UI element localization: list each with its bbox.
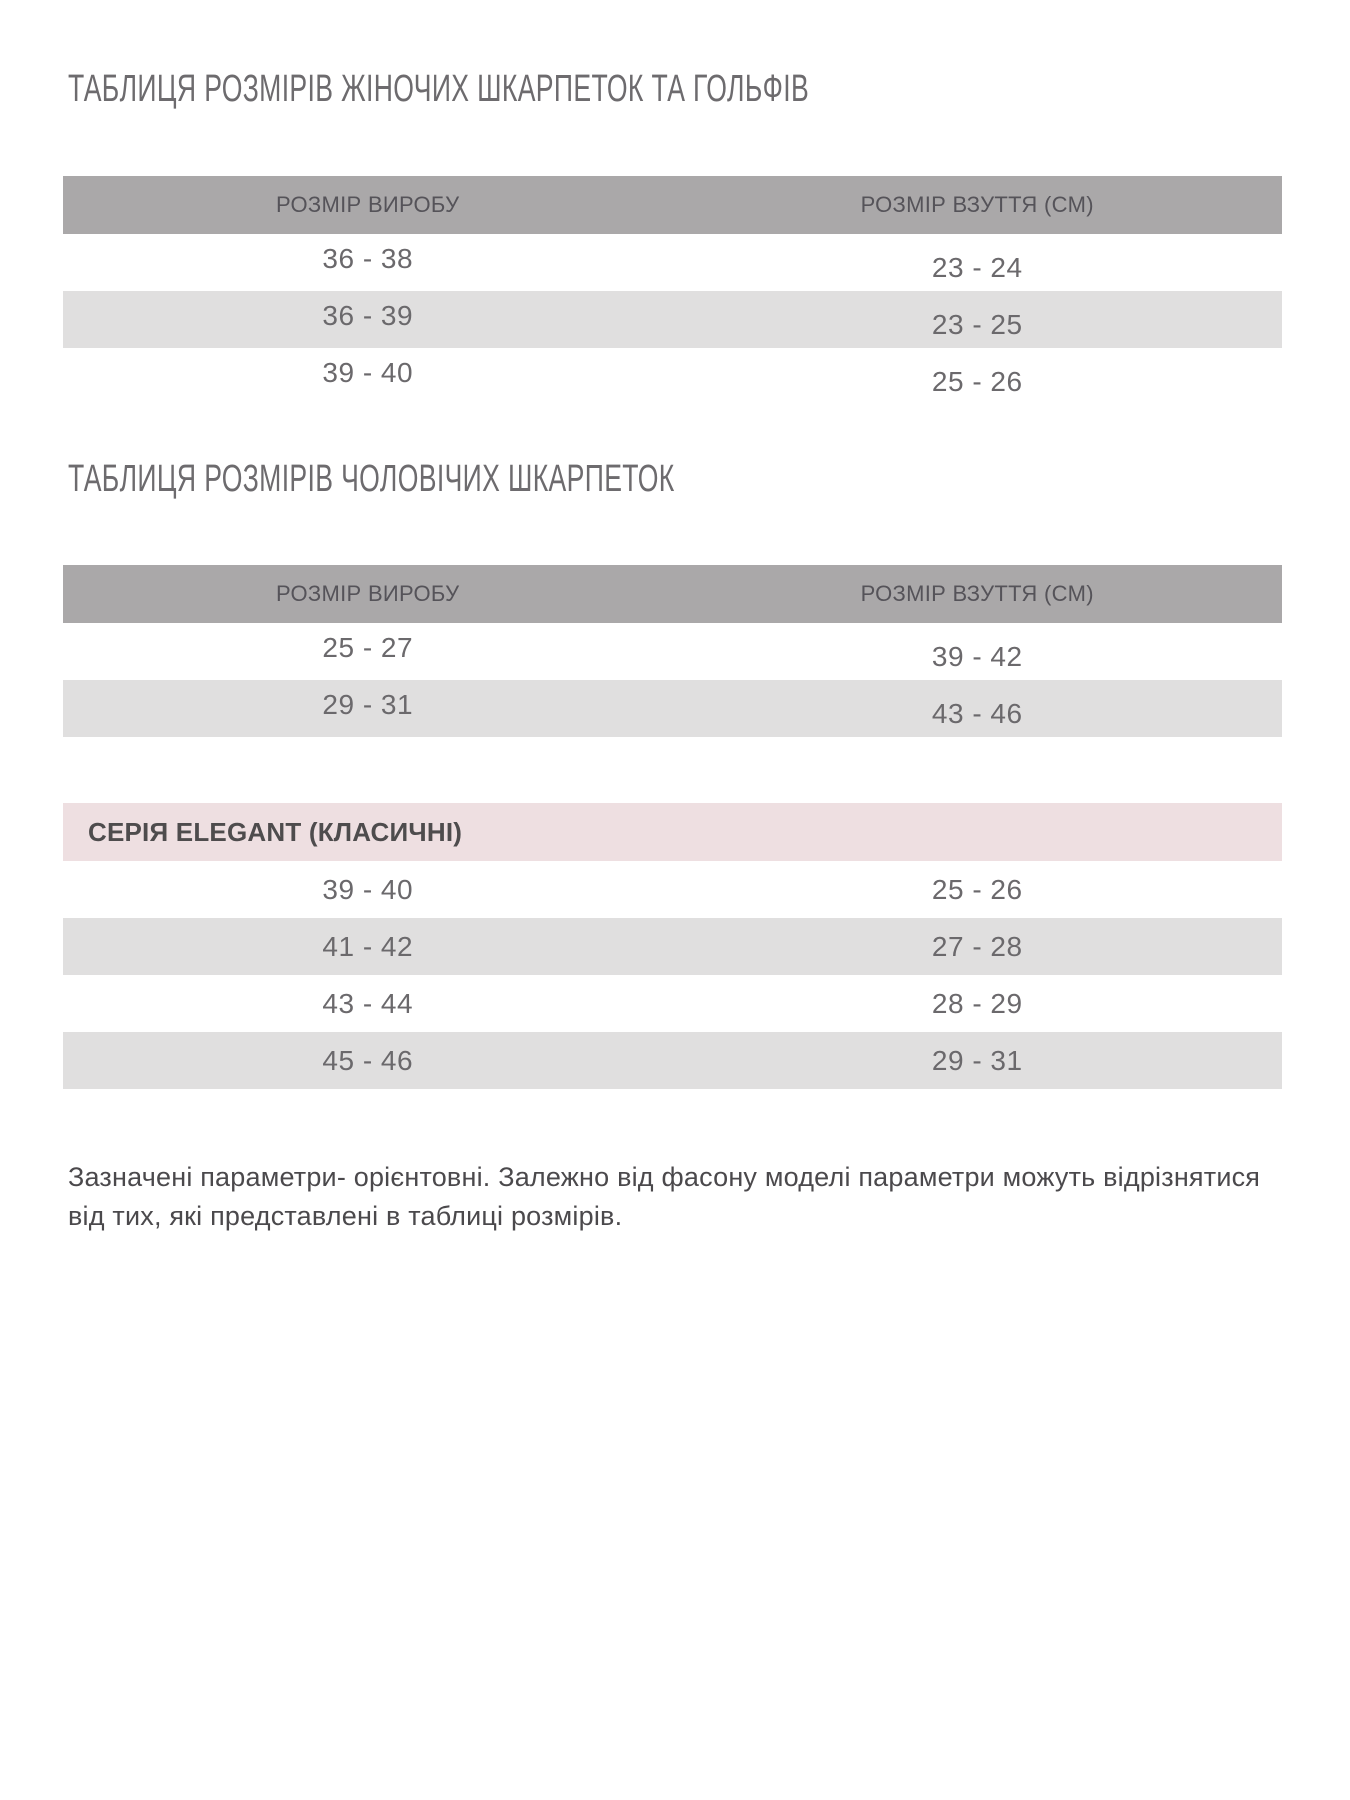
product-size-value: 39 - 40	[322, 873, 414, 905]
size-note-line-2: від тих, які представлені в таблиці розмірів.	[68, 1201, 623, 1231]
product-size-value: 39 - 40	[322, 356, 414, 388]
shoe-size-value: 43 - 46	[931, 697, 1023, 729]
table-row	[63, 623, 1282, 680]
men-size-table	[63, 565, 1282, 737]
shoe-size-value: 23 - 24	[931, 251, 1023, 283]
women-size-table	[63, 176, 1282, 405]
product-size-value: 25 - 27	[322, 631, 414, 663]
women-table-header-row	[63, 176, 1282, 234]
table-row	[63, 975, 1282, 1032]
product-size-value: 29 - 31	[322, 688, 414, 720]
shoe-size-value: 29 - 31	[931, 1044, 1023, 1076]
product-size-value: 43 - 44	[322, 987, 414, 1019]
elegant-series-table	[63, 803, 1282, 1089]
shoe-size-value: 25 - 26	[931, 873, 1023, 905]
table-row	[63, 680, 1282, 737]
table-row	[63, 348, 1282, 405]
elegant-series-label: СЕРІЯ ELEGANT (КЛАСИЧНІ)	[88, 816, 463, 847]
product-size-value: 45 - 46	[322, 1044, 414, 1076]
column-header-shoe-size: РОЗМІР ВЗУТТЯ (СМ)	[860, 192, 1094, 217]
table-row	[63, 291, 1282, 348]
elegant-series-header-row	[63, 803, 1282, 861]
column-header-product-size: РОЗМІР ВИРОБУ	[276, 581, 460, 606]
product-size-value: 36 - 38	[322, 242, 414, 274]
column-header-shoe-size: РОЗМІР ВЗУТТЯ (СМ)	[860, 581, 1094, 606]
size-note	[68, 1158, 1308, 1236]
men-table-title: ТАБЛИЦЯ РОЗМІРІВ ЧОЛОВІЧИХ ШКАРПЕТОК	[68, 458, 675, 500]
size-note-line-1: Зазначені параметри- орієнтовні. Залежно від фасону моделі параметри можуть відрізнятися	[68, 1162, 1261, 1192]
column-header-product-size: РОЗМІР ВИРОБУ	[276, 192, 460, 217]
women-table-title: ТАБЛИЦЯ РОЗМІРІВ ЖІНОЧИХ ШКАРПЕТОК ТА ГОЛЬФІВ	[68, 68, 810, 110]
table-row	[63, 861, 1282, 918]
product-size-value: 41 - 42	[322, 930, 414, 962]
table-row	[63, 1032, 1282, 1089]
shoe-size-value: 23 - 25	[931, 308, 1023, 340]
table-row	[63, 234, 1282, 291]
shoe-size-value: 25 - 26	[931, 365, 1023, 397]
shoe-size-value: 39 - 42	[931, 640, 1023, 672]
men-table-header-row	[63, 565, 1282, 623]
shoe-size-value: 27 - 28	[931, 930, 1023, 962]
shoe-size-value: 28 - 29	[931, 987, 1023, 1019]
product-size-value: 36 - 39	[322, 299, 414, 331]
table-row	[63, 918, 1282, 975]
